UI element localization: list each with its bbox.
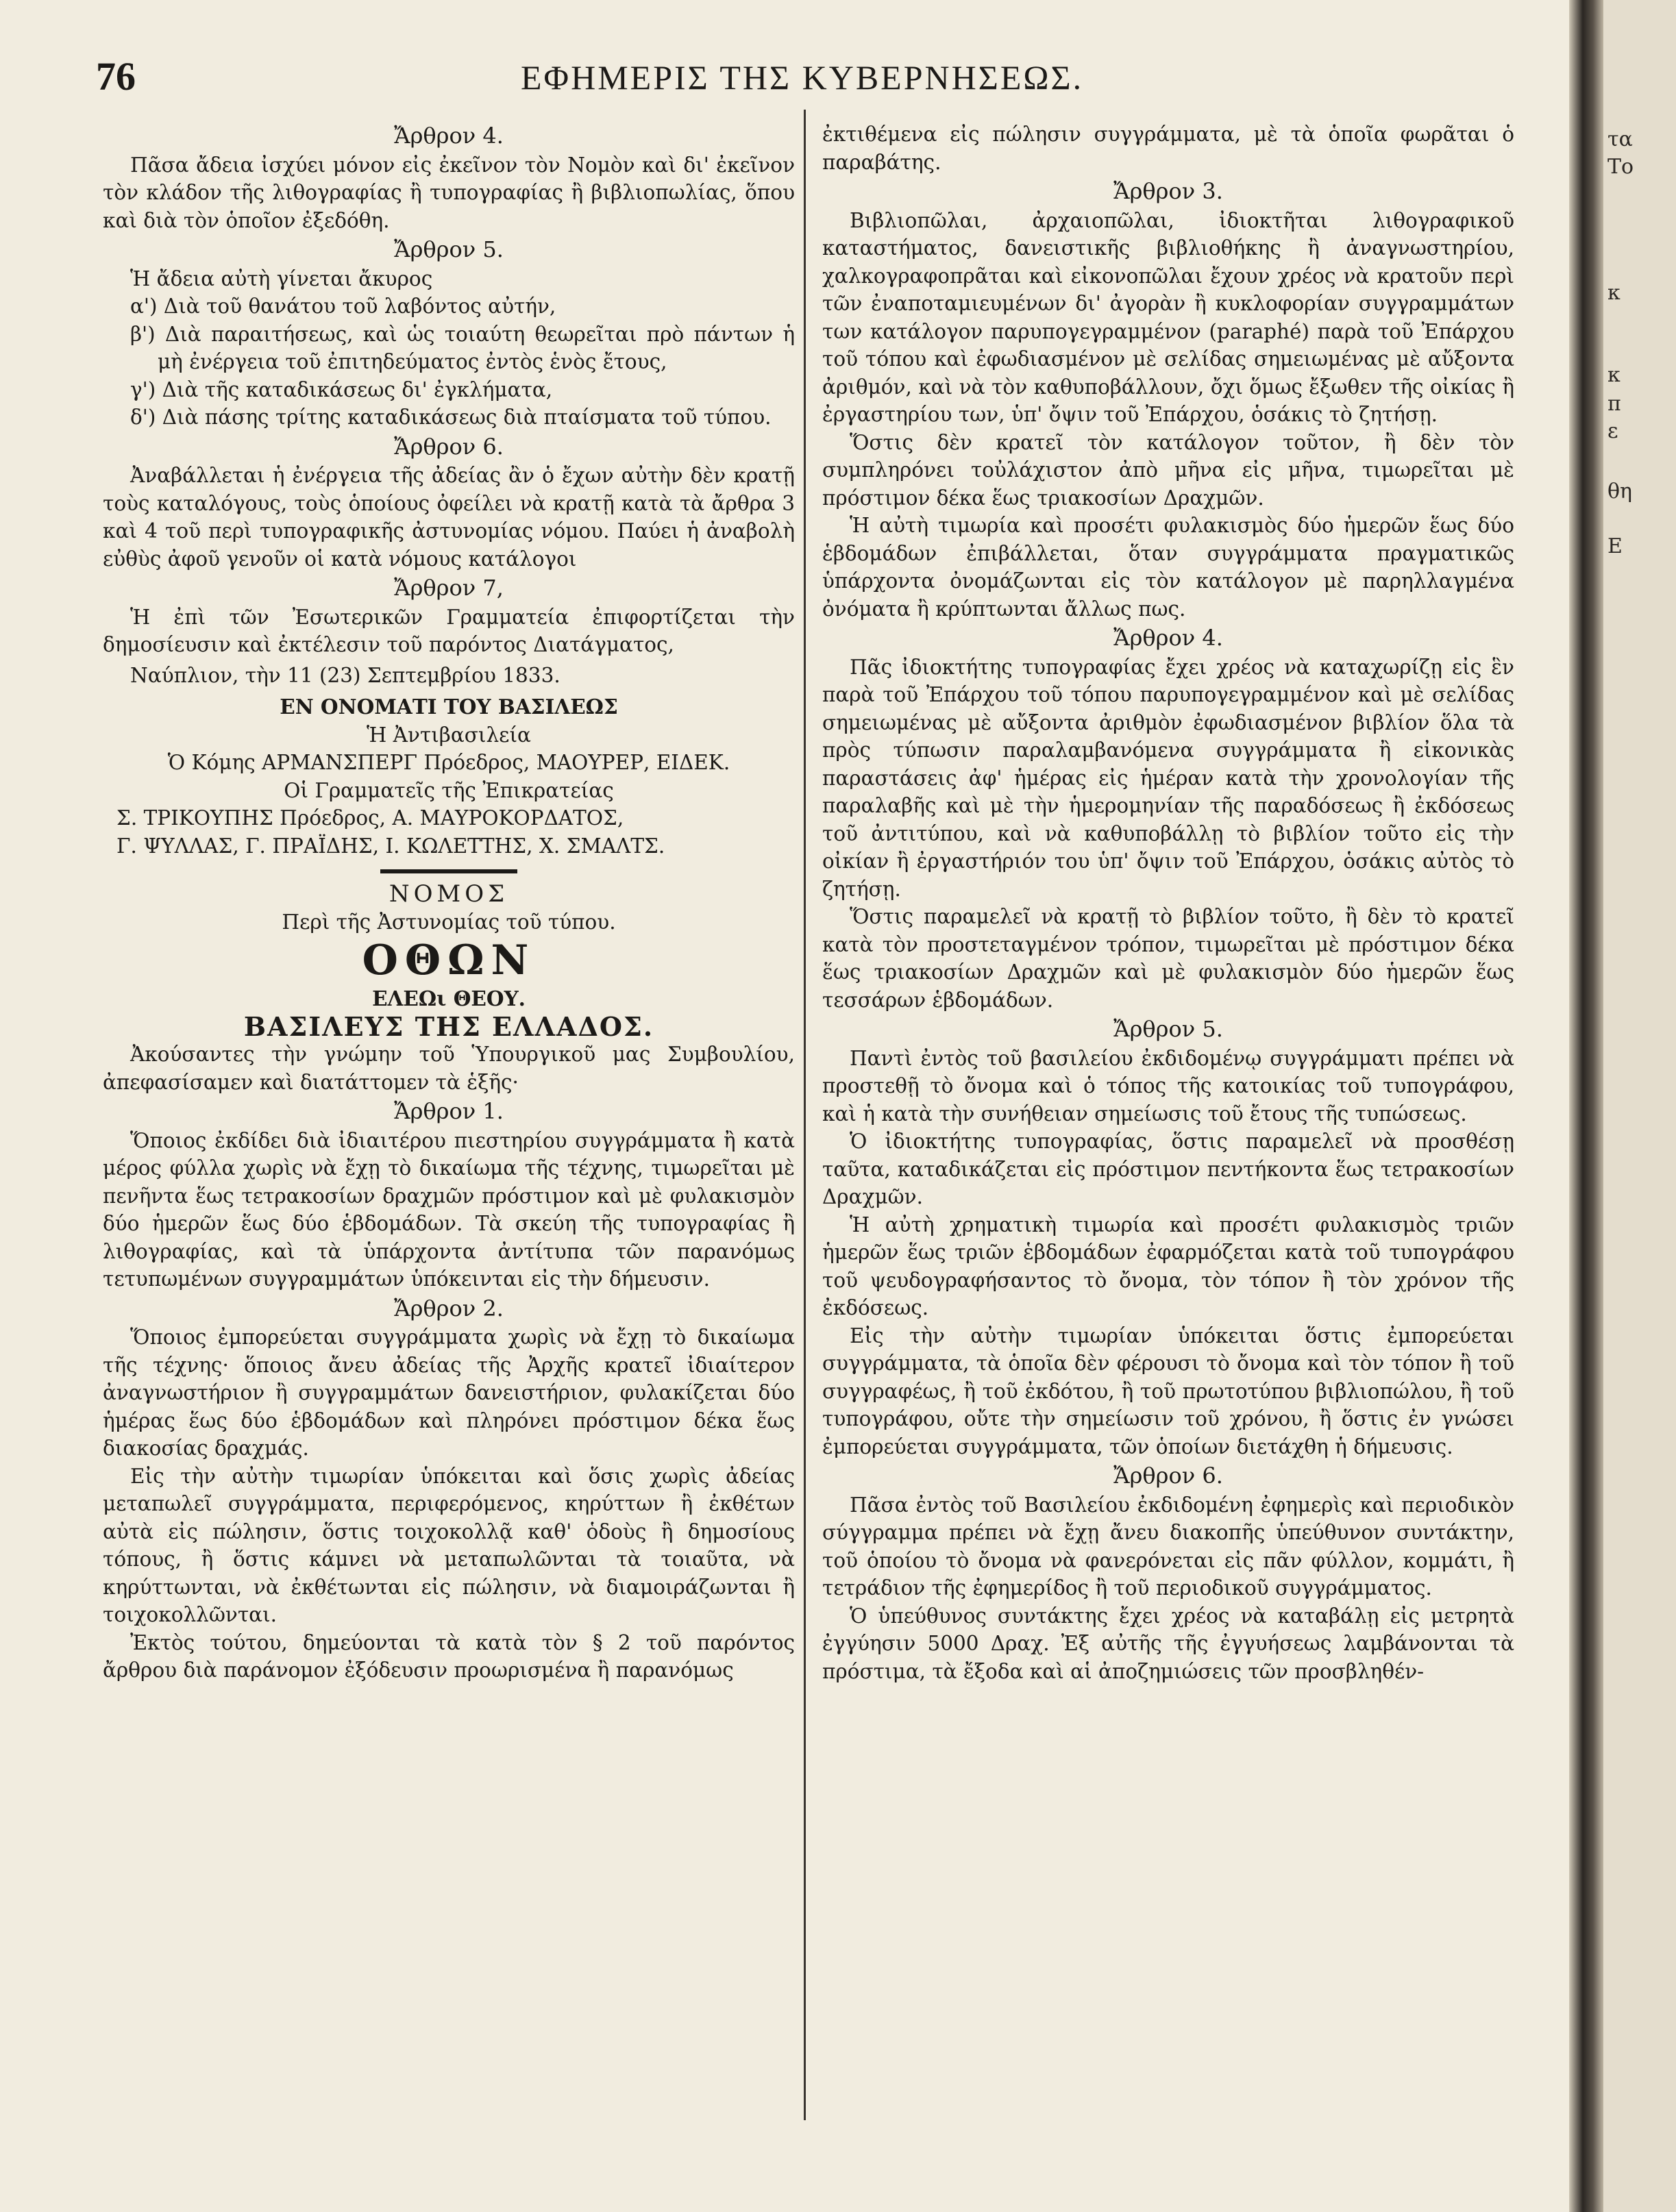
paragraph: Ὅποιος ἐκδίδει διὰ ἰδιαιτέρου πιεστηρίου συγγράμματα ἢ κατὰ μέρος φύλλα χωρὶς νὰ ἔχῃ τὸ δικαίωμα τῆς τέχνης, τιμωρεῖται μὲ πενῆντα ἕως τετρακοσίων δραχμῶν πρόστιμον καὶ μὲ φυλακισμὸν δύο ἡμερῶν ἕως δύο ἑβδομάδων. Τὰ σκεύη τῆς τυπογραφίας ἢ λιθογραφίας, καὶ τὰ ὑπάρχοντα ἀντίτυπα τῶν παρανόμως τετυπωμένων συγγραμμάτων ὑπόκεινται εἰς τὴν δήμευσιν. [103,1128,795,1291]
left-column [103,121,795,1685]
paragraph: Ὁ ὑπεύθυνος συντάκτης ἔχει χρέος νὰ καταβάλῃ εἰς μετρητὰ ἐγγύησιν 5000 Δραχ. Ἐξ αὐτῆς τῆς ἐγγυήσεως λαμβάνονται τὰ πρόστιμα, τὰ ἔξοδα καὶ αἱ ἀποζημιώσεις τῶν προσβληθέν- [822,1604,1514,1683]
law-subtitle: Περὶ τῆς Ἀστυνομίας τοῦ τύπου. [282,910,616,934]
paragraph: Ἀναβάλλεται ἡ ἐνέργεια τῆς ἀδείας ἂν ὁ ἔχων αὐτὴν δὲν κρατῇ τοὺς καταλόγους, τοὺς ὁποίους ὀφείλει νὰ κρατῇ κατὰ τὰ ἄρθρα 3 καὶ 4 τοῦ περὶ τυπογραφικῆς ἀστυνομίας νόμου. Παύει ἡ ἀναβολὴ εὐθὺς ἀφοῦ γενοῦν οἱ κατὰ νόμους κατάλογοι [103,464,795,571]
article-heading: Ἄρθρον 3. [1113,178,1223,204]
king-title-heading: ΒΑΣΙΛΕΥΣ ΤΗΣ ΕΛΛΑΔΟΣ. [243,1010,654,1042]
paragraph: Ὅστις παραμελεῖ νὰ κρατῇ τὸ βιβλίον τοῦτο, ἢ δὲν τὸ κρατεῖ κατὰ τὸν προστεταγμένον τρόπον, τιμωρεῖται μὲ πρόστιμον δέκα ἕως τριακοσίων Δραχμῶν καὶ μὲ φυλακισμὸν δύο ἡμερῶν ἕως τεσσάρων ἑβδομάδων. [822,905,1514,1012]
column-divider [804,110,806,2120]
article-heading: Ἄρθρον 7, [394,575,504,601]
paragraph: Ἀκούσαντες τὴν γνώμην τοῦ Ὑπουργικοῦ μας Συμβουλίου, ἀπεφασίσαμεν καὶ διατάττομεν τὰ ἑξῆς· [103,1043,795,1094]
king-name-line: ΕΝ ΟΝΟΜΑΤΙ ΤΟΥ ΒΑΣΙΛΕΩΣ [280,695,618,719]
paragraph: Πᾶς ἰδιοκτήτης τυπογραφίας ἔχει χρέος νὰ καταχωρίζῃ εἰς ἓν παρὰ τοῦ Ἐπάρχου τοῦ τόπου παρυπογεγραμμένον καὶ μὲ σελίδας σημειωμένας μὲ αὔξοντα ἀριθμὸν ἐφωδιασμένον βιβλίον ὅλα τὰ πρὸς τύπωσιν παραλαμβανόμενα συγγράμματα ἢ εἰκονικὰς παραστάσεις ἀφ' ἡμέρας εἰς ἡμέραν κατὰ τὴν χρονολογίαν τῆς παραλαβῆς καὶ μὲ τὴν ἡμερομηνίαν τῆς παραδόσεως ἢ ἐκδόσεως τοῦ ἀντιτύπου, καὶ νὰ καθυποβάλλῃ τὸ βιβλίον τοῦτο εἰς τὴν οἰκίαν ἢ ἐργαστήριόν του ὑπ' ὄψιν τοῦ Ἐπάρχου, ὁσάκις αὐτὸς τὸ ζητήσῃ. [822,655,1514,901]
list-item: β') Διὰ παραιτήσεως, καὶ ὡς τοιαύτη θεωρεῖται πρὸ πάντων ἡ μὴ ἐνέργεια τοῦ ἐπιτηδεύματος ἐντὸς ἑνὸς ἔτους, [130,322,795,373]
paragraph: Βιβλιοπῶλαι, ἀρχαιοπῶλαι, ἰδιοκτῆται λιθογραφικοῦ καταστήματος, δανειστικῆς βιβλιοθήκης ἢ ἀναγνωστηρίου, χαλκογραφοπρᾶται καὶ εἰκονοπῶλαι ἔχουν χρέος νὰ κρατοῦν περὶ τῶν ἐναποταμιευμένων δι' ἀγορὰν ἢ κυκλοφορίαν συγγραμμάτων των κατάλογον παρυπογεγραμμένον (paraphé) παρὰ τοῦ Ἐπάρχου τοῦ τόπου καὶ ἐφωδιασμένον μὲ σελίδας σημειωμένας μὲ αὔξοντα ἀριθμόν, καὶ νὰ τὸν καθυποβάλλουν, ὄχι ὅμως ἔξωθεν τῆς οἰκίας ἢ ἐργαστηρίου των, ὑπ' ὄψιν τοῦ Ἐπάρχου, ὁσάκις τὸ ζητήσῃ. [822,208,1514,426]
regency-line: Ἡ Ἀντιβασιλεία [367,723,531,747]
list-item: γ') Διὰ τῆς καταδικάσεως δι' ἐγκλήματα, [130,377,553,401]
paragraph: ἐκτιθέμενα εἰς πώλησιν συγγράμματα, μὲ τὰ ὁποῖα φωρᾶται ὁ παραβάτης. [822,123,1514,174]
edge-text-fragment: θη [1607,480,1633,504]
secretaries-line: Οἱ Γραμματεῖς τῆς Ἐπικρατείας [284,778,614,802]
edge-text-fragment: Το [1607,155,1634,179]
edge-text-fragment: Ε [1607,534,1623,558]
right-column [822,121,1514,1685]
article-heading: Ἄρθρον 6. [1113,1463,1223,1489]
paragraph: Ἡ ἐπὶ τῶν Ἐσωτερικῶν Γραμματεία ἐπιφορτίζεται τὴν δημοσίευσιν καὶ ἐκτέλεσιν τοῦ παρόντος Διατάγματος, [103,605,795,656]
paragraph: Ἡ αὐτὴ χρηματικὴ τιμωρία καὶ προσέτι φυλακισμὸς τριῶν ἡμερῶν ἕως τριῶν ἑβδομάδων ἐφαρμόζεται κατὰ τοῦ τυπογράφου τοῦ ψευδογραφήσαντος τὸ ὄνομα, τὸν τόπον ἢ τὸν χρόνον τῆς ἐκδόσεως. [822,1213,1514,1319]
paragraph: Ἡ ἄδεια αὐτὴ γίνεται ἄκυρος [130,266,433,290]
edge-text-fragment: τα [1607,127,1633,151]
signers-line: Σ. ΤΡΙΚΟΥΠΗΣ Πρόεδρος, Α. ΜΑΥΡΟΚΟΡΔΑΤΟΣ, [116,806,624,830]
article-heading: Ἄρθρον 1. [394,1098,504,1124]
newspaper-title: ΕΦΗΜΕΡΙΣ ΤΗΣ ΚΥΒΕΡΝΗΣΕΩΣ. [521,58,1084,97]
article-heading: Ἄρθρον 5. [394,236,504,262]
paragraph: Πᾶσα ἐντὸς τοῦ Βασιλείου ἐκδιδομένη ἐφημερὶς καὶ περιοδικὸν σύγγραμμα πρέπει νὰ ἔχῃ ἄνευ διακοπῆς ὑπεύθυνον συντάκτην, τοῦ ὁποίου τὸ ὄνομα νὰ φανερόνεται εἰς πᾶν φύλλον, κομμάτι, ἢ τετράδιον τῆς ἐφημερίδος ἢ τοῦ περιοδικοῦ συγγράμματος. [822,1493,1514,1600]
grace-line: ΕΛΕΩι ΘΕΟΥ. [372,986,526,1010]
page-header [96,53,1555,101]
paragraph: Εἰς τὴν αὐτὴν τιμωρίαν ὑπόκειται καὶ ὅσις χωρὶς ἀδείας μεταπωλεῖ συγγράμματα, περιφερόμενος, κηρύττων ἢ ἐκθέτων αὐτὰ εἰς πώλησιν, ὅστις τοιχοκολλᾷ καθ' ὁδοὺς ἢ δημοσίους τόπους, ἢ ὅστις κάμνει νὰ μεταπωλῶνται τὰ τοιαῦτα, νὰ κηρύττωνται, νὰ ἐκθέτωνται εἰς πώλησιν, νὰ διαμοιράζωνται ἢ τοιχοκολλῶνται. [103,1464,795,1626]
paragraph: Παντὶ ἐντὸς τοῦ βασιλείου ἐκδιδομένῳ συγγράμματι πρέπει νὰ προστεθῇ τὸ ὄνομα καὶ ὁ τόπος τῆς κατοικίας τοῦ τυπογράφου, καὶ ἡ κατὰ τὴν συνήθειαν σημείωσις τοῦ ἔτους τῆς τυπώσεως. [822,1046,1514,1126]
law-heading: ΝΟΜΟΣ [389,880,509,908]
signers-line: Ὁ Κόμης ΑΡΜΑΝΣΠΕΡΓ Πρόεδρος, ΜΑΟΥΡΕΡ, ΕΙΔΕΚ. [167,751,730,774]
edge-text-fragment: κ [1607,363,1620,387]
list-item: α') Διὰ τοῦ θανάτου τοῦ λαβόντος αὐτήν, [130,295,556,318]
list-item: δ') Διὰ πάσης τρίτης καταδικάσεως διὰ πταίσματα τοῦ τύπου. [130,406,772,429]
article-heading: Ἄρθρον 5. [1113,1016,1223,1042]
article-heading: Ἄρθρον 6. [394,433,504,460]
paragraph: Εἰς τὴν αὐτὴν τιμωρίαν ὑπόκειται ὅστις ἐμπορεύεται συγγράμματα, τὰ ὁποῖα δὲν φέρουσι τὸ ὄνομα καὶ τὸν τόπον ἢ τοῦ συγγραφέως, ἢ τοῦ ἐκδότου, ἢ τοῦ πρωτοτύπου βιβλιοπώλου, ἢ τοῦ τυπογράφου, οὔτε τὴν σημείωσιν τοῦ χρόνου, ἢ ὅστις ἐν γνώσει ἐμπορεύεται συγγράμματα, τῶν ὁποίων διετάχθη ἡ δήμευσις. [822,1324,1514,1458]
decree-date: Ναύπλιον, τὴν 11 (23) Σεπτεμβρίου 1833. [130,663,560,687]
edge-text-fragment: ε [1607,419,1618,443]
paragraph: Ὅποιος ἐμπορεύεται συγγράμματα χωρὶς νὰ ἔχῃ τὸ δικαίωμα τῆς τέχνης· ὅποιος ἄνευ ἀδείας τῆς Ἀρχῆς κρατεῖ ἰδιαίτερον ἀναγνωστήριον ἢ συγγραμμάτων δανειστήριον, φυλακίζεται δύο ἡμέρας ἕως δύο ἑβδομάδων καὶ πληρόνει πρόστιμον δέκα ἕως διακοσίας δραχμάς. [103,1326,795,1460]
edge-text-fragment: κ [1607,281,1620,305]
signers-line: Γ. ΨΥΛΛΑΣ, Γ. ΠΡΑΪΔΗΣ, Ι. ΚΩΛΕΤΤΗΣ, Χ. ΣΜΑΛΤΣ. [116,834,665,858]
page-number: 76 [96,54,136,99]
facing-page-edge [1603,0,1676,2212]
paragraph: Ὅστις δὲν κρατεῖ τὸν κατάλογον τοῦτον, ἢ δὲν τὸν συμπληρόνει τοὐλάχιστον ἀπὸ μῆνα εἰς μῆνα, τιμωρεῖται μὲ πρόστιμον δέκα ἕως τριακοσίων Δραχμῶν. [822,430,1514,510]
edge-text-fragment: π [1607,392,1621,416]
article-heading: Ἄρθρον 4. [1113,625,1223,651]
paragraph: Ἐκτὸς τούτου, δημεύονται τὰ κατὰ τὸν § 2 τοῦ παρόντος ἄρθρου διὰ παράνομον ἐξόδευσιν προωρισμένα ἢ παρανόμως [103,1630,795,1682]
article-heading: Ἄρθρον 2. [394,1295,504,1321]
paragraph: Ἡ αὐτὴ τιμωρία καὶ προσέτι φυλακισμὸς δύο ἡμερῶν ἕως δύο ἑβδομάδων ἐπιβάλλεται, ὅταν συγγράμματα πραγματικῶς ὑπάρχοντα ὀνομάζωνται εἰς τὸν κατάλογον μὲ παρηλλαγμένα ὀνόματα ἢ κρύπτωνται ἄλλως πως. [822,514,1514,621]
section-rule [380,869,517,873]
king-name-heading: ΟΘΩΝ [362,936,536,984]
paragraph: Ὁ ἰδιοκτήτης τυπογραφίας, ὅστις παραμελεῖ νὰ προσθέσῃ ταῦτα, καταδικάζεται εἰς πρόστιμον πεντήκοντα ἕως τετρακοσίων Δραχμῶν. [822,1130,1514,1208]
book-gutter [1569,0,1603,2212]
article-heading: Ἄρθρον 4. [394,123,504,149]
paragraph: Πᾶσα ἄδεια ἰσχύει μόνον εἰς ἐκεῖνον τὸν Νομὸν καὶ δι' ἐκεῖνον τὸν κλάδον τῆς λιθογραφίας ἢ τυπογραφίας ἢ βιβλιοπωλίας, ὅπου καὶ διὰ τὸν ὁποῖον ἐξεδόθη. [103,153,795,232]
